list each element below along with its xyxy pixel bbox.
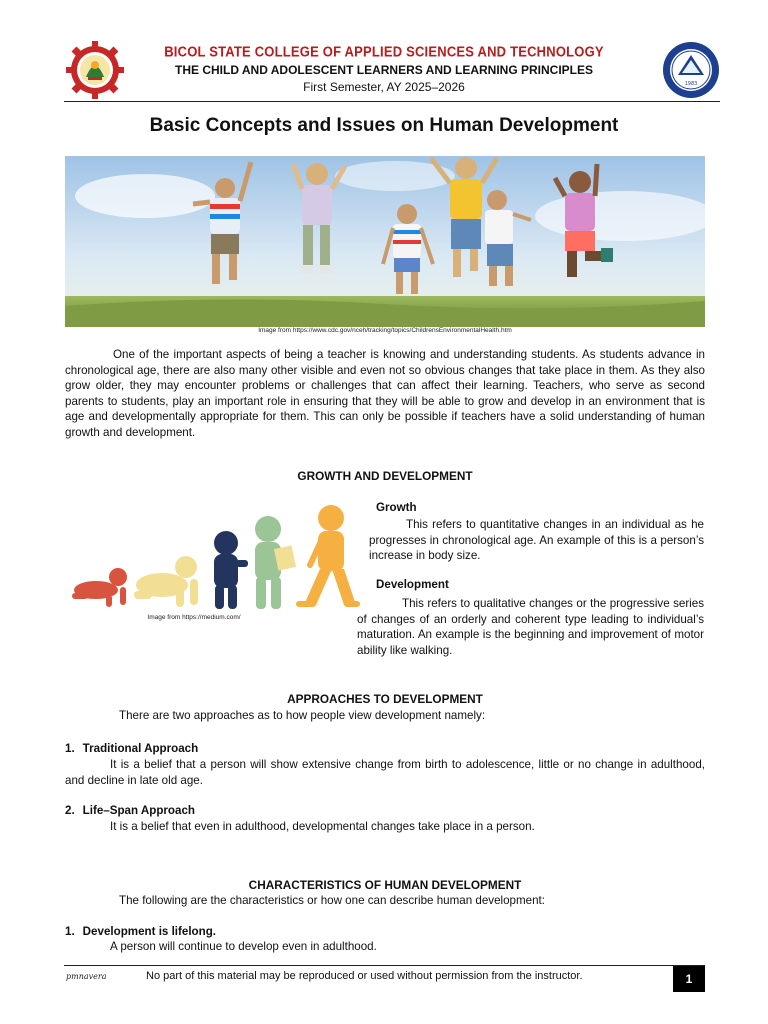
copyright-notice: No part of this material may be reproduced or used without permission from the instructor.	[146, 970, 583, 982]
characteristic-text: A person will continue to develop even in adulthood.	[110, 940, 377, 953]
department-seal	[662, 41, 720, 99]
lifespan-approach-text: It is a belief that even in adulthood, developmental changes take place in a person.	[110, 820, 535, 833]
item-number: 1.	[65, 742, 75, 755]
list-item-heading	[65, 925, 216, 938]
semester-label: First Semester, AY 2025–2026	[303, 80, 465, 94]
section-heading-growth-development: GROWTH AND DEVELOPMENT	[297, 469, 473, 483]
college-logo	[66, 41, 124, 99]
developmental-stages-figure	[66, 505, 360, 613]
characteristics-intro: The following are the characteristics or how one can describe human development:	[119, 894, 545, 907]
growth-paragraph	[369, 517, 704, 564]
item-title: Traditional Approach	[82, 742, 199, 755]
banner-caption: Image from https://www.cdc.gov/nceh/tracking/topics/ChildrensEnvironmentalHealth.htm	[258, 327, 512, 334]
item-number: 2.	[65, 804, 75, 817]
intro-paragraph	[65, 347, 705, 441]
intro-text: One of the important aspects of being a teacher is knowing and understanding students. As students advance in chronological age, there are also many other visible and even not so obvious changes that take place in them. As they also grow older, they may encounter problems or challenges that can affect their learning. Teachers, who serve as second parents to students, play an important role in ensuring that they will be able to grow and develop in an environment that is age and developmentally appropriate for them. This can only be possible if teachers have a solid understanding of human growth and development.	[65, 348, 705, 439]
author-signature: pmnavera	[66, 972, 107, 981]
item-text: It is a belief that a person will show extensive change from birth to adolescence, little or no change in adulthood, and decline in late old age.	[65, 758, 705, 787]
college-name: BICOL STATE COLLEGE OF APPLIED SCIENCES AND TECHNOLOGY	[164, 42, 604, 61]
section-heading-approaches: APPROACHES TO DEVELOPMENT	[287, 692, 483, 706]
traditional-approach-paragraph	[65, 757, 705, 788]
growth-text: This refers to quantitative changes in an individual as he progresses in chronological age. An example of this is a person’s increase in body size.	[369, 518, 704, 563]
footer-divider	[64, 965, 705, 966]
list-item-heading	[65, 804, 195, 817]
item-number: 1.	[65, 925, 75, 938]
development-text: This refers to qualitative changes or the progressive series of changes of an orderly and coherent type leading to individual’s maturation. An example is the beginning and improvement of motor ability like walking.	[357, 597, 704, 657]
growth-heading: Growth	[376, 501, 417, 514]
header-divider	[64, 101, 720, 102]
page-number: 1	[673, 966, 705, 992]
list-item-heading	[65, 742, 198, 755]
section-heading-characteristics: CHARACTERISTICS OF HUMAN DEVELOPMENT	[248, 878, 522, 892]
approaches-intro: There are two approaches as to how people view development namely:	[119, 709, 486, 722]
page-title: Basic Concepts and Issues on Human Development	[149, 115, 619, 136]
development-heading: Development	[376, 578, 449, 591]
seal-year: 1983	[684, 81, 698, 87]
figure-caption: Image from https://medium.com/	[147, 614, 241, 621]
item-title: Life–Span Approach	[82, 804, 195, 817]
development-paragraph	[357, 596, 704, 658]
subject-title: THE CHILD AND ADOLESCENT LEARNERS AND LEARNING PRINCIPLES	[174, 63, 593, 77]
item-title: Development is lifelong.	[82, 925, 217, 938]
children-jumping-banner	[65, 156, 705, 327]
